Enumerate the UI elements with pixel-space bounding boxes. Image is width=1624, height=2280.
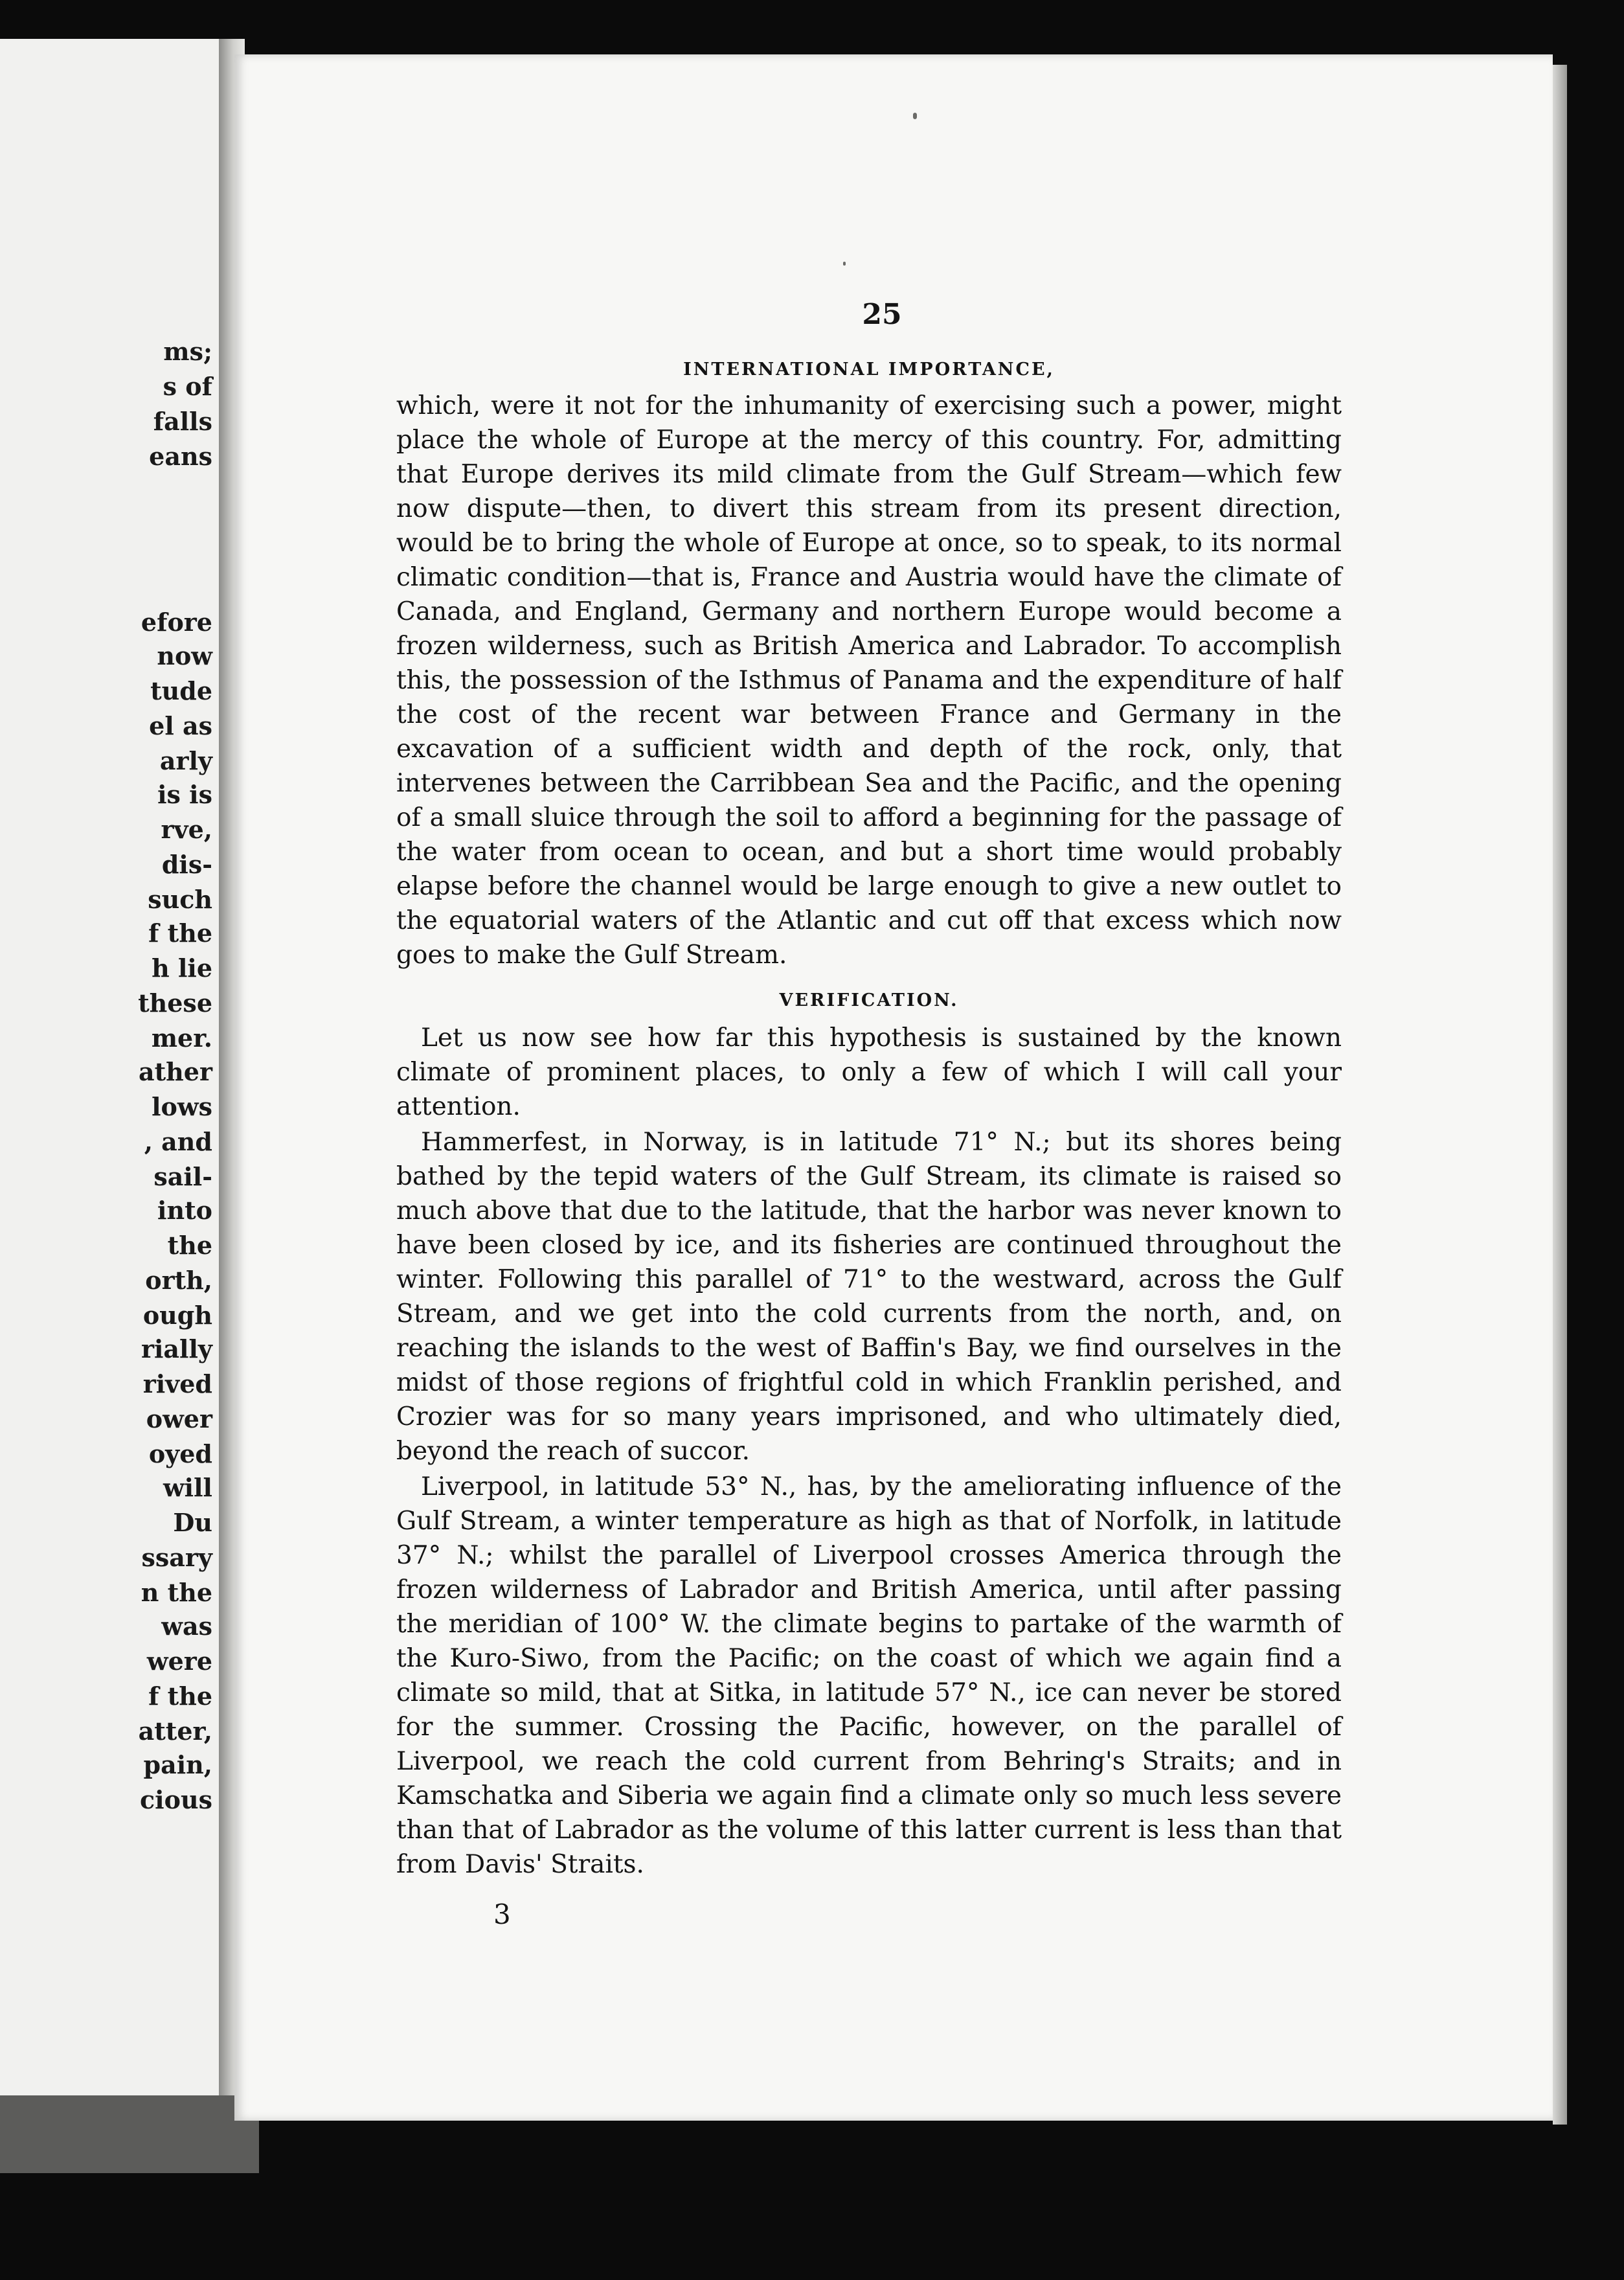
paper-speck: [843, 262, 846, 266]
facing-page-line-fragment: arly: [159, 746, 212, 775]
facing-page-line-fragment: lows: [152, 1092, 212, 1121]
facing-page-line-fragment: rived: [142, 1369, 212, 1398]
facing-page-line-fragment: rially: [141, 1334, 212, 1363]
signature-mark: 3: [493, 1898, 511, 1930]
page-text-block: [396, 298, 1342, 1930]
facing-page-line-fragment: dis-: [161, 850, 212, 879]
facing-page-line-fragment: is is: [157, 780, 212, 809]
facing-page-line-fragment: , and: [144, 1127, 212, 1156]
facing-page-line-fragment: the: [167, 1231, 212, 1260]
facing-page-line-fragment: atter,: [138, 1716, 212, 1746]
facing-page-line-fragment: efore: [141, 608, 212, 637]
facing-page-line-fragment: n the: [141, 1578, 212, 1607]
facing-page-line-fragment: el as: [149, 711, 212, 740]
facing-page-line-fragment: ather: [139, 1057, 212, 1086]
facing-page-line-fragment: rve,: [161, 815, 212, 844]
facing-page-line-fragment: eans: [149, 442, 212, 471]
facing-page-line-fragment: tude: [150, 676, 212, 705]
page-number: 25: [862, 298, 902, 331]
facing-page-line-fragment: s of: [163, 372, 212, 401]
facing-page-line-fragment: ssary: [141, 1543, 212, 1572]
facing-page-line-fragment: mer.: [151, 1023, 212, 1053]
page-stack-edge: [1553, 65, 1567, 2125]
facing-page-line-fragment: ower: [146, 1404, 212, 1433]
facing-page-line-fragment: such: [148, 885, 212, 914]
facing-page-line-fragment: were: [146, 1647, 212, 1676]
facing-page-line-fragment: sail-: [153, 1162, 212, 1191]
facing-page-line-fragment: was: [161, 1612, 212, 1641]
facing-page-line-fragment: f the: [148, 1682, 212, 1711]
facing-page-line-fragment: pain,: [143, 1750, 212, 1779]
paragraph-continuation: which, were it not for the inhumanity of exercising such a power, might place the whole of Europe at the mercy of this country. For, admitting that Europe derives its mild climate from the Gulf Stream—which few now dispute—then, to divert this stream from its present direction, would be to bring the whole of Europe at once, so to speak, to its normal climatic condition—that is, France and Austria would have the climate of Canada, and England, Germany and northern Europe would become a frozen wilderness, such as British America and Labrador. To accomplish this, the possession of the Isthmus of Panama and the expenditure of half the cost of the recent war between France and Germany in the excavation of a sufficient width and depth of the rock, only, that intervenes between the Carribbean Sea and the Pacific, and the opening of a small sluice through the soil to afford a beginning for the passage of the water from ocean to ocean, and but a short time would probably elapse before the channel would be large enough to give a new outlet to the equatorial waters of the Atlantic and cut off that excess which now goes to make the Gulf Stream.: [396, 391, 1342, 970]
paper-speck: [913, 113, 917, 119]
facing-page-line-fragment: will: [163, 1473, 212, 1502]
facing-page-line-fragment: now: [157, 641, 212, 670]
book-cover-edge: [0, 2095, 259, 2173]
facing-page-line-fragment: h lie: [152, 953, 212, 983]
facing-page-line-fragment: ough: [142, 1301, 212, 1330]
section-heading-verification: VERIFICATION.: [779, 990, 959, 1010]
facing-page-line-fragment: these: [138, 988, 212, 1018]
facing-page-line-fragment: orth,: [145, 1266, 212, 1295]
running-head: INTERNATIONAL IMPORTANCE,: [683, 359, 1055, 380]
facing-page-line-fragment: f the: [148, 918, 212, 948]
facing-page-line-fragment: ms;: [163, 337, 212, 366]
facing-page-line-fragment: cious: [140, 1785, 212, 1814]
paragraph-liverpool: Liverpool, in latitude 53° N., has, by the ameliorating influence of the Gulf Stream, a winter temperature as high as that of Norfolk, in latitude 37° N.; whilst the parallel of Liverpool crosses America through the frozen wilderness of Labrador and British America, until after passing the meridian of 100° W. the climate begins to partake of the warmth of the Kuro-Siwo, from the Pacific; on the coast of which we again find a climate so mild, that at Sitka, in latitude 57° N., ice can never be stored for the summer. Crossing the Pacific, however, on the parallel of Liverpool, we reach the cold current from Behring's Straits; and in Kamschatka and Siberia we again find a climate only so much less severe than that of Labrador as the volume of this latter current is less than that from Davis' Straits.: [396, 1472, 1342, 1879]
paragraph-verification-intro: Let us now see how far this hypothesis is sustained by the known climate of prominent places, to only a few of which I will call your attention.: [396, 1023, 1342, 1121]
facing-page-line-fragment: into: [157, 1196, 212, 1225]
facing-page-line-fragment: oyed: [148, 1439, 212, 1468]
facing-page-line-fragment: falls: [153, 407, 212, 436]
paragraph-hammerfest: Hammerfest, in Norway, is in latitude 71° N.; but its shores being bathed by the tepid waters of the Gulf Stream, its climate is raised so much above that due to the latitude, that the harbor was never known to have been closed by ice, and its fisheries are continued throughout the winter. Following this parallel of 71° to the westward, across the Gulf Stream, and we get into the cold currents from the north, and, on reaching the islands to the west of Baffin's Bay, we find ourselves in the midst of those regions of frightful cold in which Franklin perished, and Crozier was for so many years imprisoned, and who ultimately died, beyond the reach of succor.: [396, 1128, 1342, 1466]
facing-page-left: [0, 39, 220, 2095]
facing-page-line-fragment: Du: [173, 1508, 212, 1537]
